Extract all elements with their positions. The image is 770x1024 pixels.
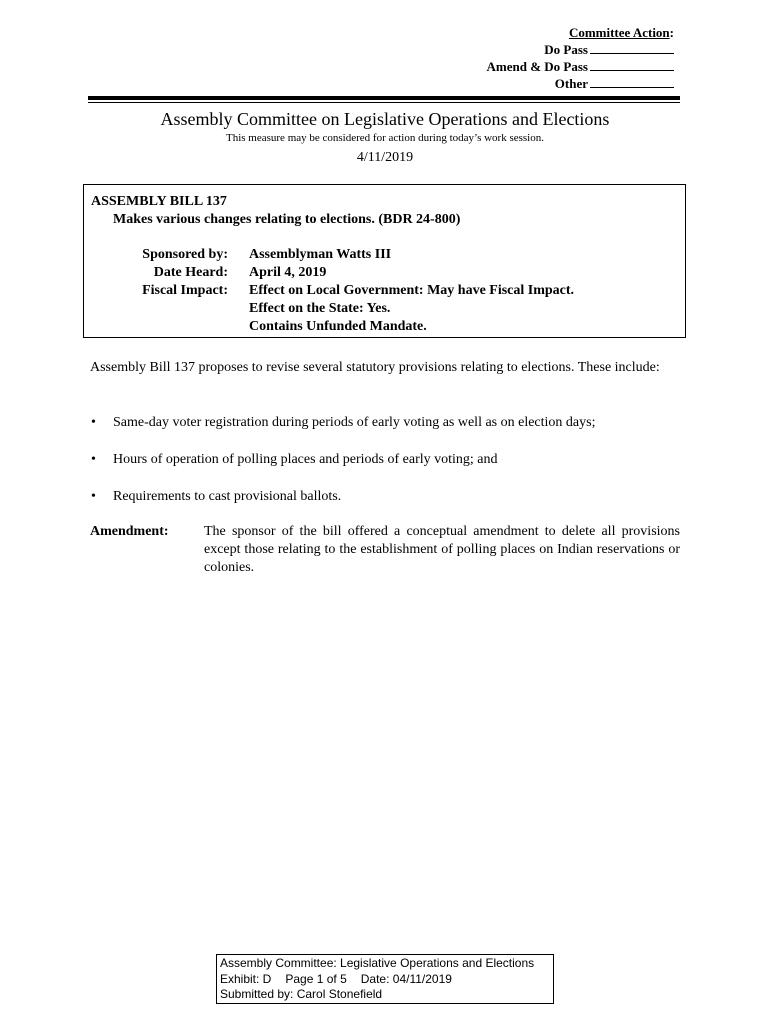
bill-info-box bbox=[83, 184, 686, 338]
blank-line bbox=[590, 76, 674, 88]
committee-action-option-other bbox=[487, 75, 674, 92]
committee-title: Assembly Committee on Legislative Operations and Elections bbox=[160, 109, 610, 129]
bullet-icon: • bbox=[91, 452, 96, 467]
work-session-note: This measure may be considered for action during today’s work session. bbox=[225, 132, 544, 144]
list-item-text: Same-day voter registration during periods of early voting as well as on election days; bbox=[113, 415, 596, 430]
option-label: Amend & Do Pass bbox=[486, 59, 588, 74]
footer-date: Date: 04/11/2019 bbox=[360, 971, 452, 986]
meeting-date: 4/11/2019 bbox=[356, 150, 414, 165]
fiscal-impact-local: Effect on Local Government: May have Fiscal Impact. bbox=[249, 283, 575, 298]
option-label: Other bbox=[554, 76, 588, 91]
bill-intro-paragraph: Assembly Bill 137 proposes to revise several statutory provisions relating to elections. These include: bbox=[90, 360, 660, 375]
fiscal-impact-mandate: Contains Unfunded Mandate. bbox=[249, 319, 427, 334]
list-item bbox=[90, 451, 680, 469]
amendment-text: The sponsor of the bill offered a conceptual amendment to delete all provisions except those relating to the establishment of polling places on Indian reservations or colonies. bbox=[204, 524, 680, 575]
fiscal-impact-label: Fiscal Impact: bbox=[142, 283, 228, 298]
bill-meta-values bbox=[249, 246, 574, 336]
bill-meta-labels bbox=[84, 246, 228, 300]
bullet-icon: • bbox=[91, 415, 96, 430]
footer-page: Page 1 of 5 bbox=[285, 971, 347, 986]
exhibit-footer-box bbox=[216, 954, 554, 1004]
committee-action-colon: : bbox=[669, 25, 674, 40]
provisions-list bbox=[90, 414, 680, 525]
committee-action-option-amend-do-pass bbox=[487, 58, 674, 75]
date-heard-label: Date Heard: bbox=[153, 265, 228, 280]
option-label: Do Pass bbox=[544, 42, 588, 57]
committee-action-heading-row bbox=[487, 24, 674, 41]
footer-exhibit: Exhibit: D bbox=[220, 971, 272, 986]
blank-line bbox=[590, 42, 674, 54]
bill-summary: Makes various changes relating to elections. (BDR 24-800) bbox=[113, 212, 461, 227]
footer-committee: Assembly Committee: Legislative Operations and Elections bbox=[220, 956, 535, 970]
bullet-icon: • bbox=[91, 489, 96, 504]
footer-exhibit-row bbox=[220, 972, 550, 988]
committee-action-block bbox=[487, 24, 674, 92]
header-rule-thin bbox=[88, 102, 680, 103]
header-rule-thick bbox=[88, 96, 680, 100]
committee-action-heading: Committee Action bbox=[568, 25, 670, 40]
fiscal-impact-state: Effect on the State: Yes. bbox=[249, 301, 391, 316]
list-item-text: Hours of operation of polling places and periods of early voting; and bbox=[113, 452, 498, 467]
list-item bbox=[90, 414, 680, 432]
committee-action-option-do-pass bbox=[487, 41, 674, 58]
list-item bbox=[90, 488, 680, 506]
amendment-label: Amendment: bbox=[90, 524, 169, 539]
sponsored-by-label: Sponsored by: bbox=[142, 247, 228, 262]
blank-line bbox=[590, 59, 674, 71]
date-heard-value: April 4, 2019 bbox=[249, 265, 327, 280]
footer-submitted-by: Submitted by: Carol Stonefield bbox=[220, 987, 383, 1001]
sponsored-by-value: Assemblyman Watts III bbox=[249, 247, 392, 262]
list-item-text: Requirements to cast provisional ballots. bbox=[113, 489, 342, 504]
bill-number: ASSEMBLY BILL 137 bbox=[91, 194, 227, 209]
